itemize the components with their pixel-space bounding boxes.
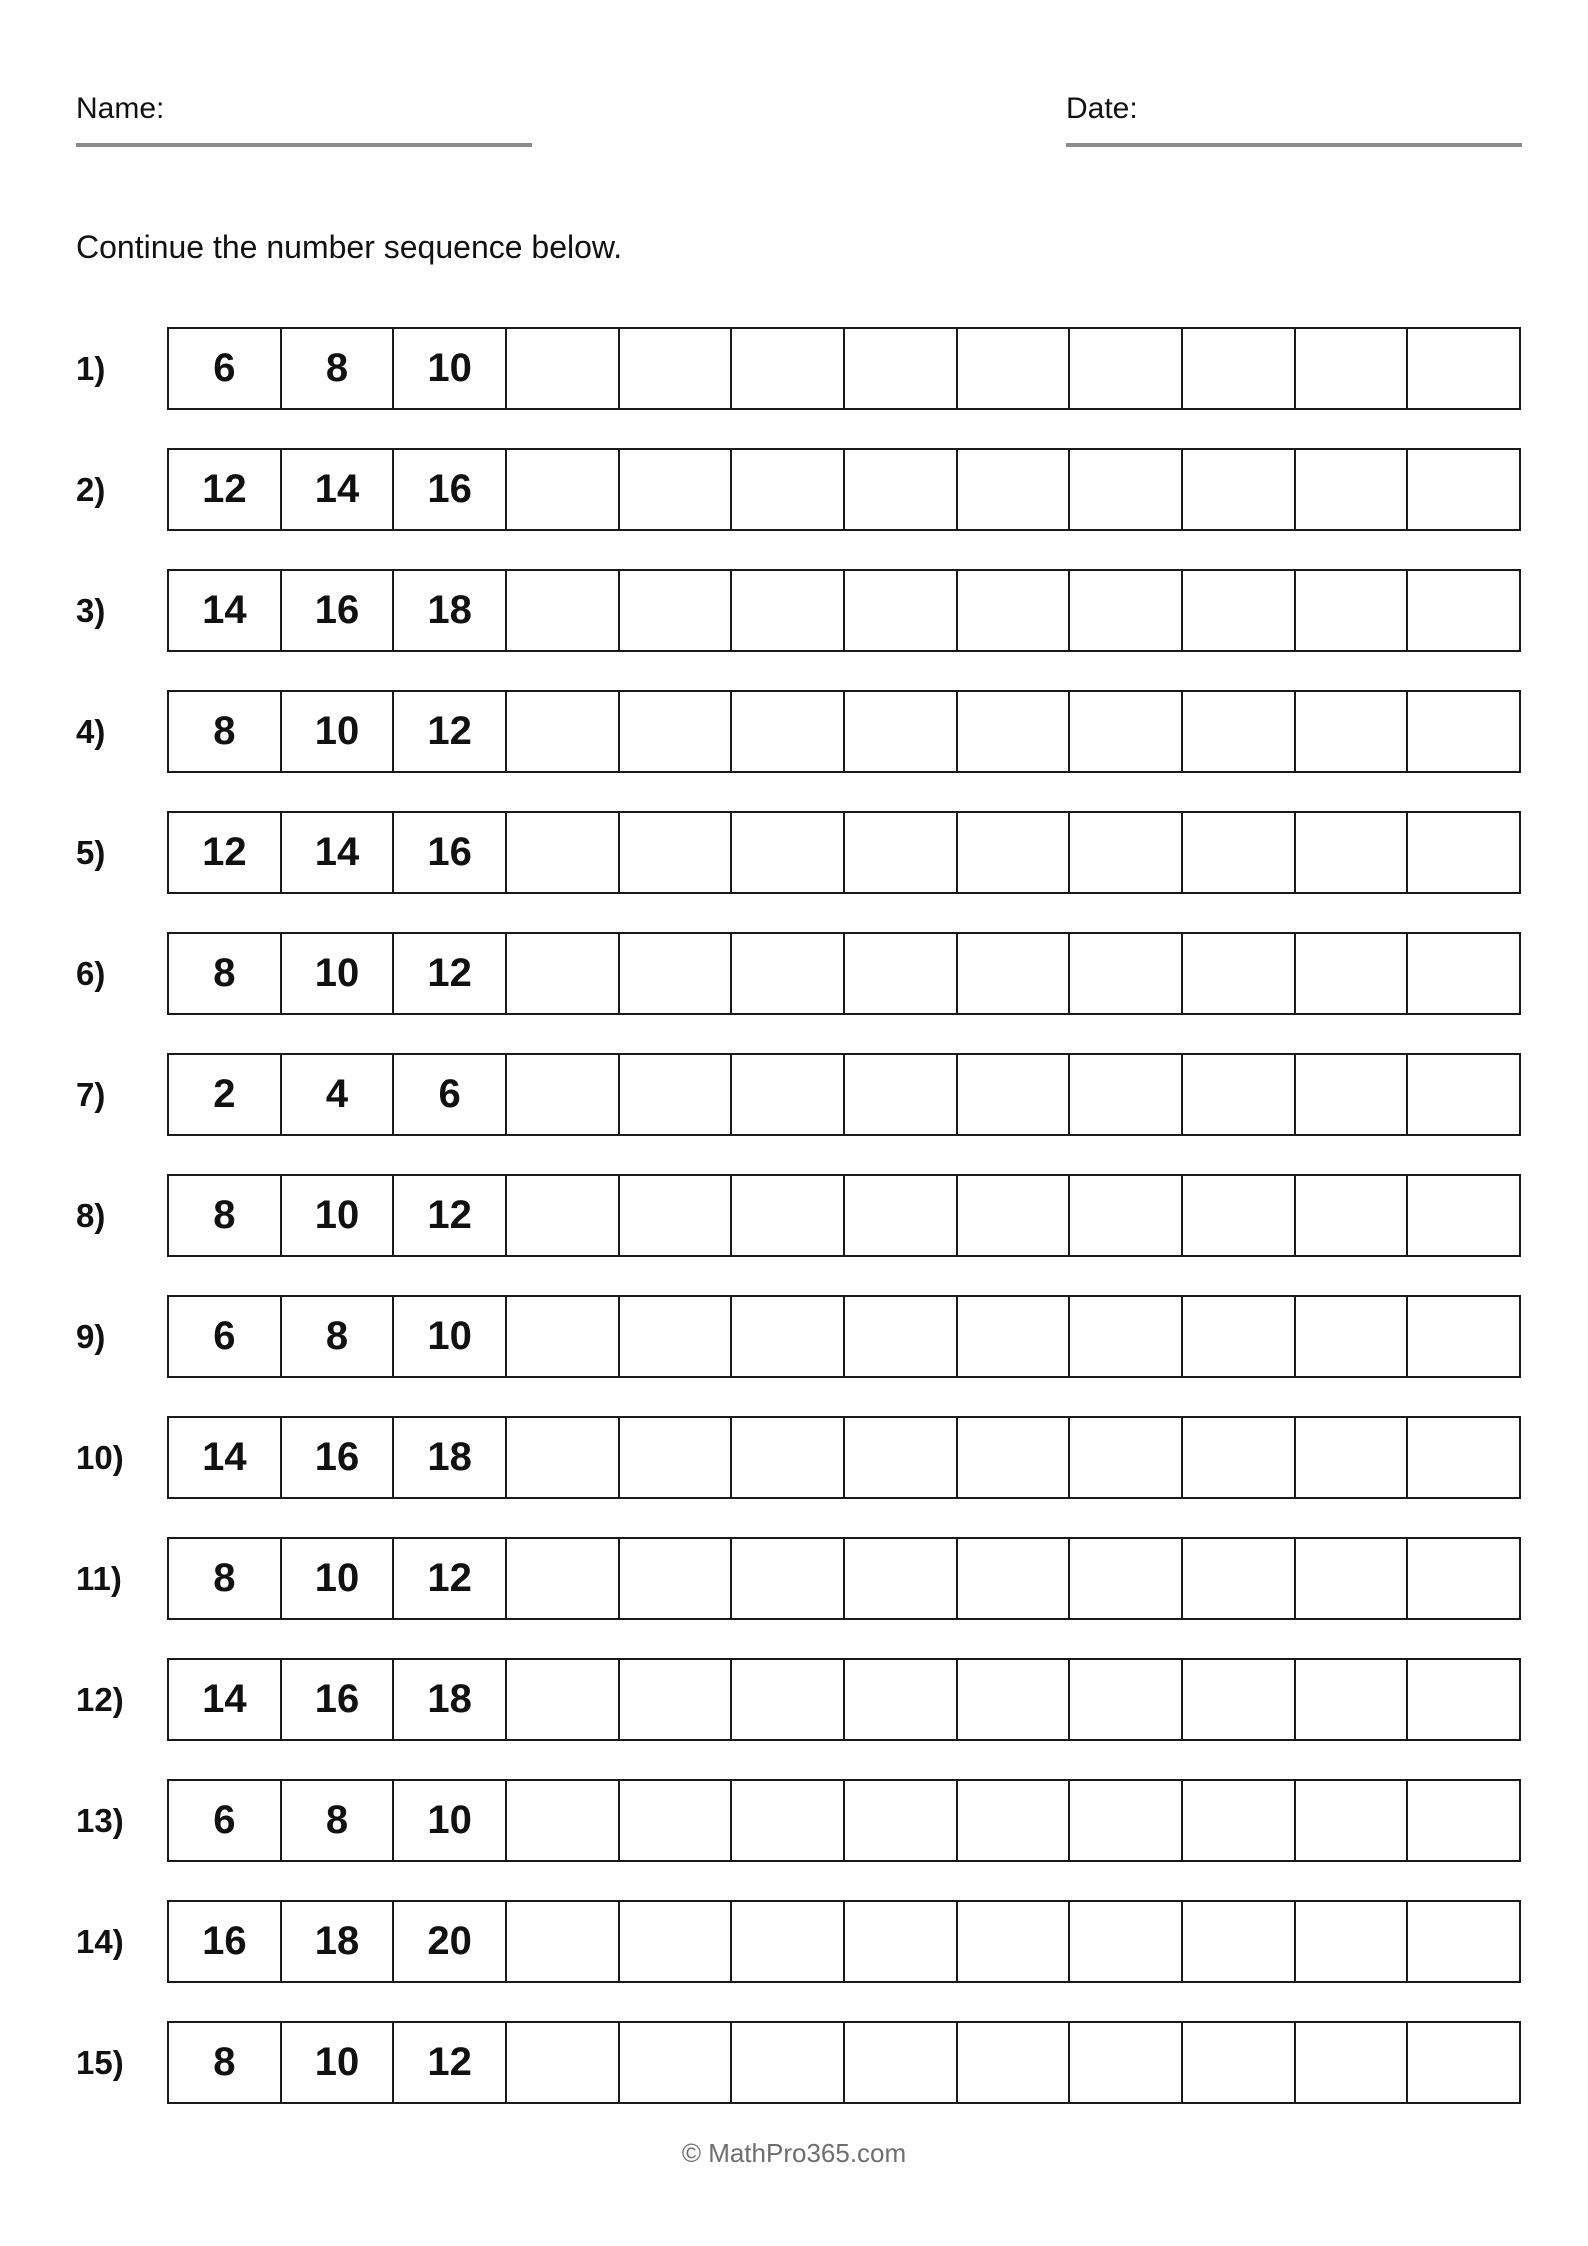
answer-cell[interactable] bbox=[1406, 1781, 1519, 1860]
answer-cell[interactable] bbox=[1181, 571, 1294, 650]
answer-cell[interactable] bbox=[505, 1176, 618, 1255]
answer-cell[interactable] bbox=[618, 813, 731, 892]
answer-cell[interactable] bbox=[730, 329, 843, 408]
problem-number: 14) bbox=[76, 1923, 124, 1960]
given-number-cell: 8 bbox=[280, 1297, 393, 1376]
answer-cell[interactable] bbox=[1294, 1539, 1407, 1618]
answer-cell[interactable] bbox=[843, 813, 956, 892]
given-number-cell: 16 bbox=[202, 1919, 247, 1963]
answer-cell[interactable] bbox=[618, 1418, 731, 1497]
answer-cell[interactable] bbox=[956, 934, 1069, 1013]
given-number-cell: 16 bbox=[392, 813, 505, 892]
answer-cell[interactable] bbox=[843, 1660, 956, 1739]
answer-cell[interactable] bbox=[843, 450, 956, 529]
problem-number: 10) bbox=[76, 1439, 124, 1476]
answer-cell[interactable] bbox=[618, 1781, 731, 1860]
answer-cell[interactable] bbox=[1294, 934, 1407, 1013]
answer-cell[interactable] bbox=[730, 1297, 843, 1376]
given-number-cell: 12 bbox=[392, 934, 505, 1013]
answer-cell[interactable] bbox=[1406, 1660, 1519, 1739]
answer-cell[interactable] bbox=[730, 813, 843, 892]
answer-cell[interactable] bbox=[1181, 1055, 1294, 1134]
given-number-cell: 8 bbox=[213, 1556, 236, 1600]
answer-cell[interactable] bbox=[1406, 450, 1519, 529]
given-number-cell: 14 bbox=[202, 1677, 247, 1721]
answer-cell[interactable] bbox=[1294, 1781, 1407, 1860]
sequence-boxes bbox=[167, 1174, 1521, 1257]
answer-cell[interactable] bbox=[1294, 571, 1407, 650]
problem-row bbox=[0, 932, 1588, 1015]
answer-cell[interactable] bbox=[1406, 1176, 1519, 1255]
answer-cell[interactable] bbox=[1181, 692, 1294, 771]
answer-cell[interactable] bbox=[843, 1902, 956, 1981]
problem-number: 1) bbox=[76, 350, 106, 387]
answer-cell[interactable] bbox=[1068, 1176, 1181, 1255]
answer-cell[interactable] bbox=[1181, 1539, 1294, 1618]
sequence-boxes bbox=[167, 2021, 1521, 2104]
given-number-cell: 10 bbox=[392, 1297, 505, 1376]
given-number-cell: 12 bbox=[392, 1539, 505, 1618]
answer-cell[interactable] bbox=[505, 1297, 618, 1376]
given-number-cell: 14 bbox=[202, 1435, 247, 1479]
sequence-boxes bbox=[167, 569, 1521, 652]
answer-cell[interactable] bbox=[843, 1418, 956, 1497]
answer-cell[interactable] bbox=[505, 1902, 618, 1981]
answer-cell[interactable] bbox=[1068, 1781, 1181, 1860]
problem-row bbox=[0, 1174, 1588, 1257]
answer-cell[interactable] bbox=[618, 934, 731, 1013]
answer-cell[interactable] bbox=[1181, 934, 1294, 1013]
given-number-cell: 14 bbox=[280, 813, 393, 892]
answer-cell[interactable] bbox=[730, 934, 843, 1013]
problem-number: 13) bbox=[76, 1802, 124, 1839]
answer-cell[interactable] bbox=[730, 1055, 843, 1134]
answer-cell[interactable] bbox=[618, 692, 731, 771]
answer-cell[interactable] bbox=[956, 1418, 1069, 1497]
answer-cell[interactable] bbox=[843, 1539, 956, 1618]
answer-cell[interactable] bbox=[956, 1539, 1069, 1618]
sequence-boxes bbox=[167, 932, 1521, 1015]
given-number-cell: 10 bbox=[392, 329, 505, 408]
answer-cell[interactable] bbox=[1068, 1902, 1181, 1981]
given-number-cell: 6 bbox=[213, 1314, 236, 1358]
answer-cell[interactable] bbox=[843, 329, 956, 408]
answer-cell[interactable] bbox=[1294, 1176, 1407, 1255]
answer-cell[interactable] bbox=[1068, 1660, 1181, 1739]
given-number-cell: 12 bbox=[392, 692, 505, 771]
problem-number: 12) bbox=[76, 1681, 124, 1718]
sequence-boxes bbox=[167, 1295, 1521, 1378]
answer-cell[interactable] bbox=[618, 2023, 731, 2102]
answer-cell[interactable] bbox=[618, 1660, 731, 1739]
answer-cell[interactable] bbox=[1068, 329, 1181, 408]
answer-cell[interactable] bbox=[618, 1539, 731, 1618]
answer-cell[interactable] bbox=[1294, 692, 1407, 771]
given-number-cell: 10 bbox=[280, 1539, 393, 1618]
answer-cell[interactable] bbox=[618, 1902, 731, 1981]
answer-cell[interactable] bbox=[730, 571, 843, 650]
problem-number: 15) bbox=[76, 2044, 124, 2081]
answer-cell[interactable] bbox=[730, 1418, 843, 1497]
answer-cell[interactable] bbox=[1406, 813, 1519, 892]
answer-cell[interactable] bbox=[956, 571, 1069, 650]
answer-cell[interactable] bbox=[1294, 813, 1407, 892]
instructions-text: Continue the number sequence below. bbox=[76, 229, 623, 265]
answer-cell[interactable] bbox=[1181, 1902, 1294, 1981]
answer-cell[interactable] bbox=[505, 1418, 618, 1497]
answer-cell[interactable] bbox=[843, 934, 956, 1013]
answer-cell[interactable] bbox=[1406, 571, 1519, 650]
answer-cell[interactable] bbox=[956, 1660, 1069, 1739]
answer-cell[interactable] bbox=[843, 692, 956, 771]
problem-row bbox=[0, 811, 1588, 894]
problem-row bbox=[0, 1779, 1588, 1862]
answer-cell[interactable] bbox=[730, 1902, 843, 1981]
answer-cell[interactable] bbox=[1181, 1176, 1294, 1255]
answer-cell[interactable] bbox=[1294, 329, 1407, 408]
copyright-footer: © MathPro365.com bbox=[681, 2138, 907, 2168]
given-number-cell: 18 bbox=[392, 1660, 505, 1739]
answer-cell[interactable] bbox=[618, 1055, 731, 1134]
given-number-cell: 6 bbox=[392, 1055, 505, 1134]
answer-cell[interactable] bbox=[843, 2023, 956, 2102]
answer-cell[interactable] bbox=[505, 450, 618, 529]
answer-cell[interactable] bbox=[1406, 1418, 1519, 1497]
problem-number: 6) bbox=[76, 955, 106, 992]
sequence-boxes bbox=[167, 1537, 1521, 1620]
problem-row bbox=[0, 327, 1588, 410]
answer-cell[interactable] bbox=[1294, 2023, 1407, 2102]
answer-cell[interactable] bbox=[1294, 450, 1407, 529]
sequence-boxes bbox=[167, 1900, 1521, 1983]
answer-cell[interactable] bbox=[618, 571, 731, 650]
answer-cell[interactable] bbox=[505, 692, 618, 771]
answer-cell[interactable] bbox=[1294, 1418, 1407, 1497]
given-number-cell: 8 bbox=[280, 329, 393, 408]
given-number-cell: 8 bbox=[213, 1193, 236, 1237]
sequence-boxes bbox=[167, 448, 1521, 531]
answer-cell[interactable] bbox=[843, 571, 956, 650]
problem-number: 5) bbox=[76, 834, 106, 871]
given-number-cell: 18 bbox=[280, 1902, 393, 1981]
answer-cell[interactable] bbox=[1406, 1055, 1519, 1134]
answer-cell[interactable] bbox=[1294, 1660, 1407, 1739]
answer-cell[interactable] bbox=[956, 692, 1069, 771]
answer-cell[interactable] bbox=[505, 1781, 618, 1860]
sequence-boxes bbox=[167, 811, 1521, 894]
given-number-cell: 14 bbox=[202, 588, 247, 632]
problem-number: 3) bbox=[76, 592, 106, 629]
answer-cell[interactable] bbox=[1068, 692, 1181, 771]
answer-cell[interactable] bbox=[1068, 450, 1181, 529]
given-number-cell: 6 bbox=[213, 1798, 236, 1842]
answer-cell[interactable] bbox=[505, 1660, 618, 1739]
answer-cell[interactable] bbox=[730, 692, 843, 771]
answer-cell[interactable] bbox=[956, 1297, 1069, 1376]
given-number-cell: 12 bbox=[202, 830, 247, 874]
answer-cell[interactable] bbox=[505, 1055, 618, 1134]
answer-cell[interactable] bbox=[505, 2023, 618, 2102]
answer-cell[interactable] bbox=[956, 1902, 1069, 1981]
date-write-line[interactable] bbox=[1066, 143, 1522, 147]
answer-cell[interactable] bbox=[956, 1055, 1069, 1134]
problem-number: 8) bbox=[76, 1197, 106, 1234]
sequence-boxes bbox=[167, 327, 1521, 410]
sequence-boxes bbox=[167, 1053, 1521, 1136]
answer-cell[interactable] bbox=[1068, 813, 1181, 892]
sequence-boxes bbox=[167, 1779, 1521, 1862]
given-number-cell: 2 bbox=[213, 1072, 236, 1116]
answer-cell[interactable] bbox=[843, 1297, 956, 1376]
given-number-cell: 8 bbox=[280, 1781, 393, 1860]
given-number-cell: 10 bbox=[392, 1781, 505, 1860]
given-number-cell: 10 bbox=[280, 692, 393, 771]
sequence-boxes bbox=[167, 690, 1521, 773]
given-number-cell: 6 bbox=[213, 346, 236, 390]
answer-cell[interactable] bbox=[1406, 934, 1519, 1013]
problem-number: 2) bbox=[76, 471, 106, 508]
given-number-cell: 10 bbox=[280, 934, 393, 1013]
answer-cell[interactable] bbox=[505, 571, 618, 650]
given-number-cell: 16 bbox=[392, 450, 505, 529]
answer-cell[interactable] bbox=[618, 450, 731, 529]
answer-cell[interactable] bbox=[505, 1539, 618, 1618]
given-number-cell: 14 bbox=[280, 450, 393, 529]
answer-cell[interactable] bbox=[956, 1176, 1069, 1255]
given-number-cell: 12 bbox=[202, 467, 247, 511]
answer-cell[interactable] bbox=[730, 450, 843, 529]
answer-cell[interactable] bbox=[956, 329, 1069, 408]
problem-row bbox=[0, 1053, 1588, 1136]
problem-row bbox=[0, 690, 1588, 773]
given-number-cell: 12 bbox=[392, 1176, 505, 1255]
answer-cell[interactable] bbox=[1406, 1297, 1519, 1376]
given-number-cell: 8 bbox=[213, 951, 236, 995]
answer-cell[interactable] bbox=[505, 934, 618, 1013]
given-number-cell: 20 bbox=[392, 1902, 505, 1981]
answer-cell[interactable] bbox=[1181, 1418, 1294, 1497]
sequence-boxes bbox=[167, 1658, 1521, 1741]
answer-cell[interactable] bbox=[843, 1176, 956, 1255]
answer-cell[interactable] bbox=[730, 2023, 843, 2102]
given-number-cell: 10 bbox=[280, 2023, 393, 2102]
answer-cell[interactable] bbox=[1181, 2023, 1294, 2102]
given-number-cell: 12 bbox=[392, 2023, 505, 2102]
answer-cell[interactable] bbox=[505, 329, 618, 408]
answer-cell[interactable] bbox=[1181, 1297, 1294, 1376]
answer-cell[interactable] bbox=[1068, 2023, 1181, 2102]
answer-cell[interactable] bbox=[730, 1539, 843, 1618]
given-number-cell: 4 bbox=[280, 1055, 393, 1134]
answer-cell[interactable] bbox=[1406, 692, 1519, 771]
answer-cell[interactable] bbox=[1406, 1902, 1519, 1981]
answer-cell[interactable] bbox=[956, 2023, 1069, 2102]
answer-cell[interactable] bbox=[1068, 1055, 1181, 1134]
name-label: Name: bbox=[76, 92, 165, 125]
answer-cell[interactable] bbox=[1068, 1297, 1181, 1376]
given-number-cell: 18 bbox=[392, 1418, 505, 1497]
answer-cell[interactable] bbox=[505, 813, 618, 892]
answer-cell[interactable] bbox=[730, 1660, 843, 1739]
answer-cell[interactable] bbox=[1068, 1539, 1181, 1618]
problem-row bbox=[0, 1295, 1588, 1378]
problem-row bbox=[0, 1537, 1588, 1620]
answer-cell[interactable] bbox=[1294, 1902, 1407, 1981]
name-write-line[interactable] bbox=[76, 143, 532, 147]
answer-cell[interactable] bbox=[730, 1176, 843, 1255]
answer-cell[interactable] bbox=[618, 329, 731, 408]
answer-cell[interactable] bbox=[1181, 329, 1294, 408]
answer-cell[interactable] bbox=[1406, 329, 1519, 408]
answer-cell[interactable] bbox=[1406, 2023, 1519, 2102]
given-number-cell: 8 bbox=[213, 2040, 236, 2084]
answer-cell[interactable] bbox=[843, 1781, 956, 1860]
answer-cell[interactable] bbox=[1068, 571, 1181, 650]
problem-number: 4) bbox=[76, 713, 106, 750]
answer-cell[interactable] bbox=[1068, 934, 1181, 1013]
answer-cell[interactable] bbox=[956, 450, 1069, 529]
problem-number: 11) bbox=[76, 1560, 122, 1597]
problem-number: 9) bbox=[76, 1318, 106, 1355]
answer-cell[interactable] bbox=[730, 1781, 843, 1860]
answer-cell[interactable] bbox=[1406, 1539, 1519, 1618]
answer-cell[interactable] bbox=[1181, 813, 1294, 892]
given-number-cell: 16 bbox=[280, 1418, 393, 1497]
problem-row bbox=[0, 569, 1588, 652]
sequence-boxes bbox=[167, 1416, 1521, 1499]
answer-cell[interactable] bbox=[1294, 1055, 1407, 1134]
given-number-cell: 18 bbox=[392, 571, 505, 650]
answer-cell[interactable] bbox=[956, 813, 1069, 892]
answer-cell[interactable] bbox=[618, 1297, 731, 1376]
answer-cell[interactable] bbox=[956, 1781, 1069, 1860]
date-label: Date: bbox=[1066, 92, 1138, 125]
problem-row bbox=[0, 1416, 1588, 1499]
problem-row bbox=[0, 2021, 1588, 2104]
problem-row bbox=[0, 1658, 1588, 1741]
answer-cell[interactable] bbox=[1068, 1418, 1181, 1497]
problem-row bbox=[0, 448, 1588, 531]
problem-row bbox=[0, 1900, 1588, 1983]
given-number-cell: 16 bbox=[280, 1660, 393, 1739]
given-number-cell: 10 bbox=[280, 1176, 393, 1255]
answer-cell[interactable] bbox=[1181, 450, 1294, 529]
answer-cell[interactable] bbox=[1294, 1297, 1407, 1376]
problem-number: 7) bbox=[76, 1076, 106, 1113]
answer-cell[interactable] bbox=[618, 1176, 731, 1255]
answer-cell[interactable] bbox=[1181, 1660, 1294, 1739]
given-number-cell: 16 bbox=[280, 571, 393, 650]
answer-cell[interactable] bbox=[843, 1055, 956, 1134]
answer-cell[interactable] bbox=[1181, 1781, 1294, 1860]
given-number-cell: 8 bbox=[213, 709, 236, 753]
